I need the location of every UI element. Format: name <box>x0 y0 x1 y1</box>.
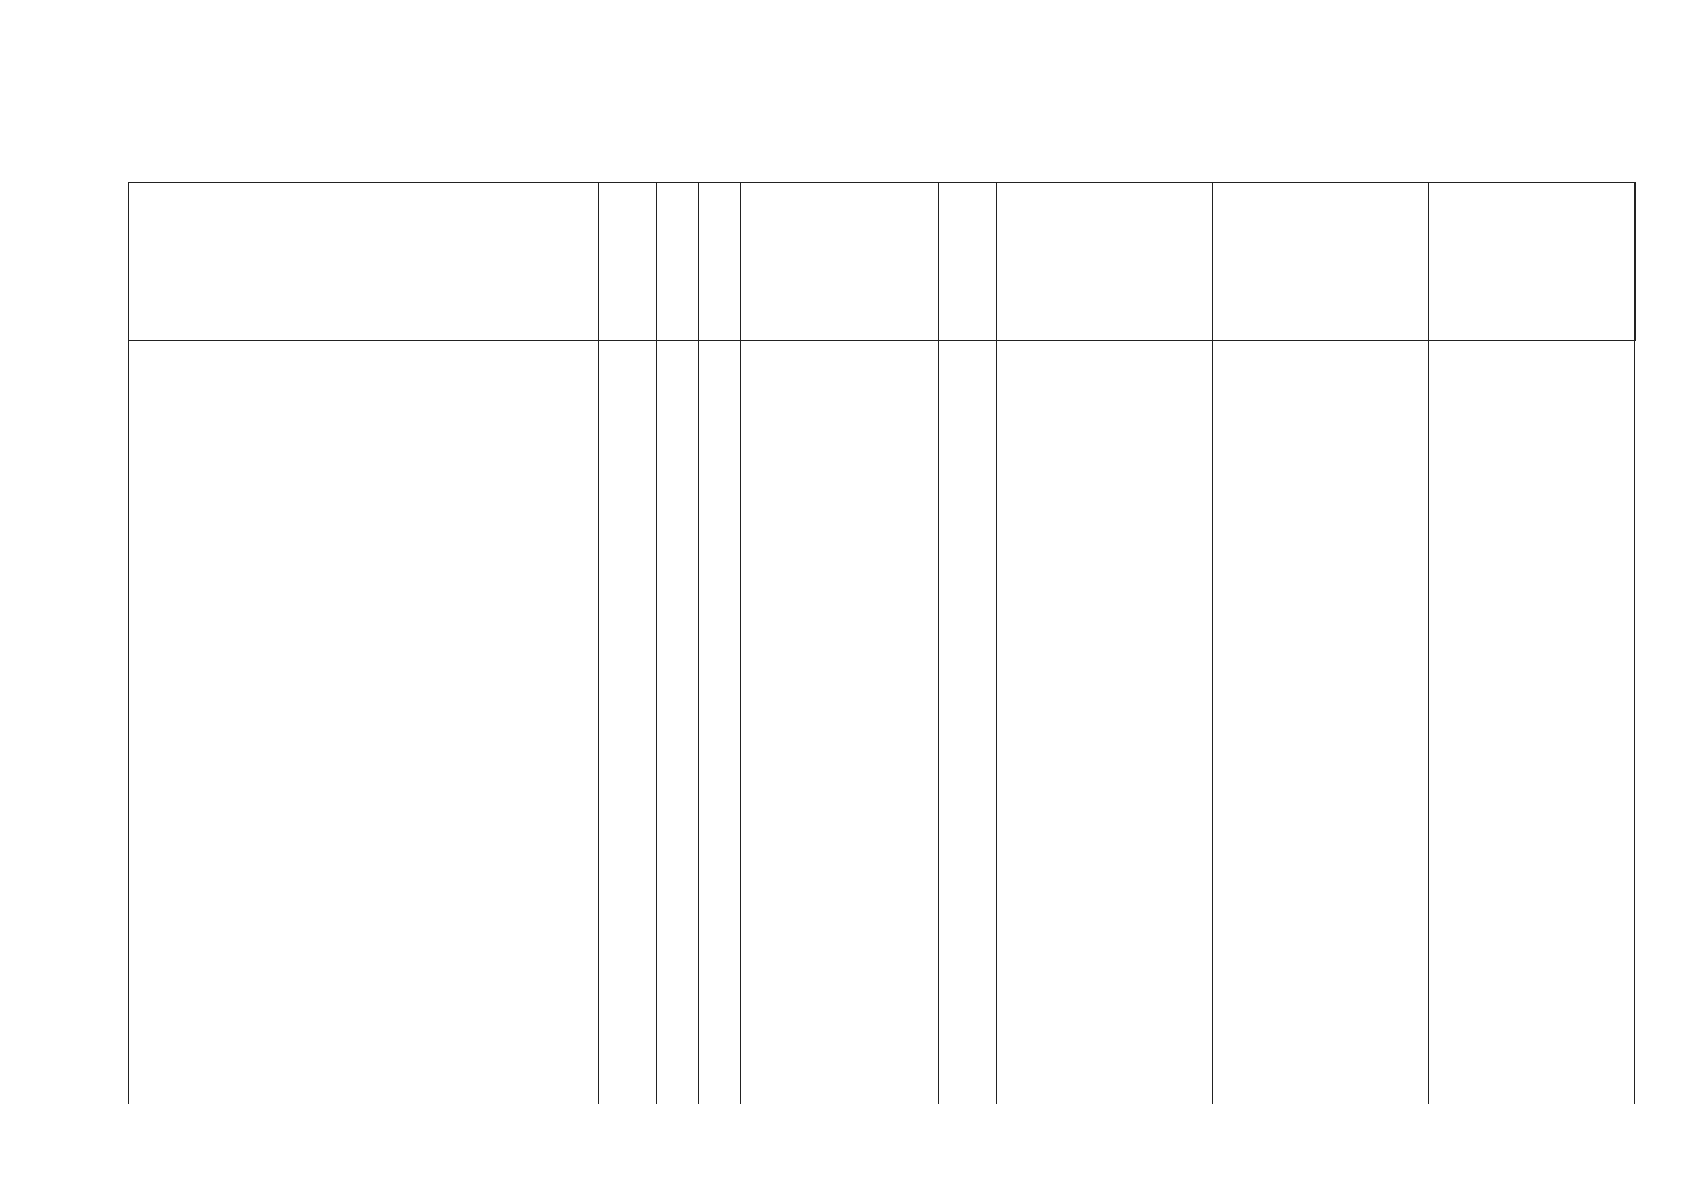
header-bottom-rule <box>128 340 1636 341</box>
col-line-2026 <box>1428 182 1429 1104</box>
col-line-target <box>740 182 741 1104</box>
budget-table <box>128 182 1636 1104</box>
col-line-left <box>128 182 129 1104</box>
col-line-expense <box>938 182 939 1104</box>
table-header <box>128 182 1636 340</box>
col-line-subsection <box>698 182 699 1104</box>
col-line-2024 <box>996 182 997 1104</box>
col-line-section <box>656 182 657 1104</box>
col-line-2025 <box>1212 182 1213 1104</box>
col-line-department <box>598 182 599 1104</box>
col-line-right <box>1634 182 1635 1104</box>
